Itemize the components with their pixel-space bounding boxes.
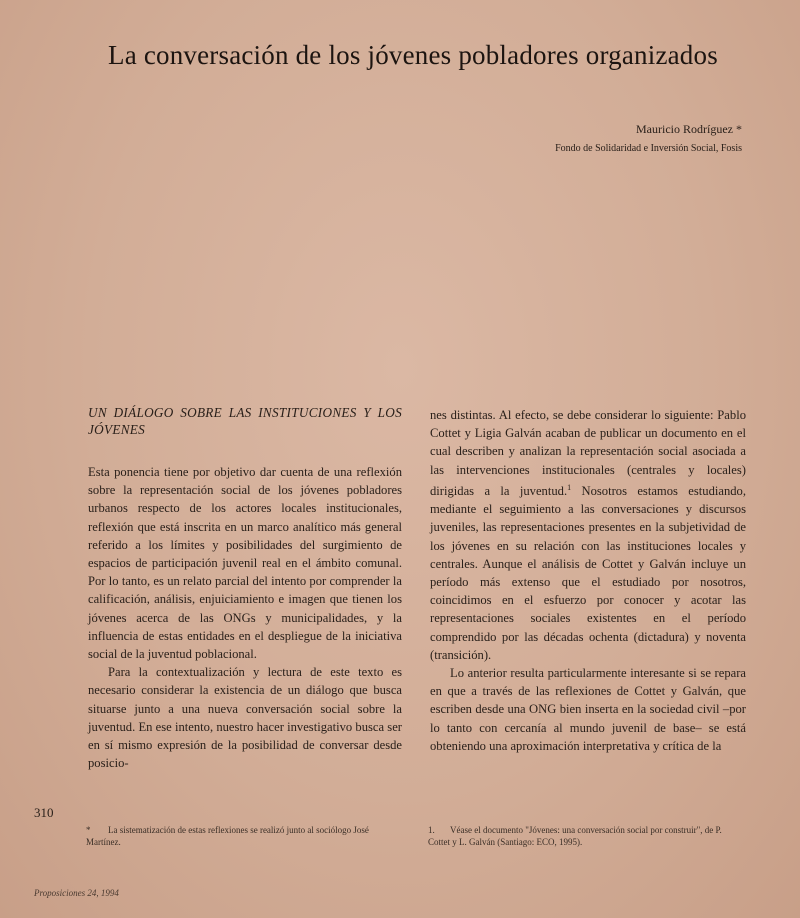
author-affiliation: Fondo de Solidaridad e Inversión Social, Fosis — [555, 143, 742, 154]
footnote — [86, 824, 396, 848]
right-column — [430, 406, 746, 755]
footnote-reference: 1 — [567, 482, 572, 492]
footnote-text: Véase el documento "Jóvenes: una conversación social por construir", de P. Cottet y L. Galván (Santiago: ECO, 1995). — [428, 825, 722, 847]
article-title: La conversación de los jóvenes pobladores organizados — [108, 40, 718, 70]
paragraph: Lo anterior resulta particularmente interesante si se repara en que a través de las reflexiones de Cottet y Galván, que escriben desde una ONG bien inserta en la sociedad civil –por lo tanto con cercanía al mundo juvenil de base– se está obteniendo una aproximación interpretativa y crítica de la — [430, 666, 746, 753]
author-name: Mauricio Rodríguez * — [636, 122, 742, 136]
paragraph — [430, 406, 746, 664]
footnote — [428, 824, 746, 848]
page-number: 310 — [34, 805, 54, 820]
footnote-mark: 1. — [428, 825, 435, 835]
footnote-mark: * — [86, 825, 91, 835]
journal-footer: Proposiciones 24, 1994 — [34, 888, 119, 898]
section-heading: UN DIÁLOGO SOBRE LAS INSTITUCIONES Y LOS JÓVENES — [88, 405, 402, 437]
paragraph: Para la contextualización y lectura de este texto es necesario considerar la existencia de un diálogo que busca situarse junto a una nueva conversación social sobre la juventud. En ese intento, nuestro hacer investigativo busca ser en sí mismo expresión de la posibilidad de conversar desde posicio- — [88, 665, 402, 771]
footnote-text: La sistematización de estas reflexiones se realizó junto al sociólogo José Martínez. — [86, 825, 369, 847]
paragraph: Esta ponencia tiene por objetivo dar cuenta de una reflexión sobre la representación social de los jóvenes pobladores urbanos respecto de los actores locales institucionales, reflexión que está inscrita en un marco analítico más general referido a los límites y posibilidades del surgimiento de espacios de participación juvenil real en el ámbito comunal. Por lo tanto, es un relato parcial del intento por comprender la calificación, análisis, enjuiciamiento e imagen que tienen los jóvenes acerca de las ONGs y municipalidades, y la influencia de estas entidades en el despliegue de la iniciativa social de la juventud poblacional. — [88, 465, 402, 662]
paragraph-text: nes distintas. Al efecto, se debe considerar lo siguiente: Pablo Cottet y Ligia Galván acaban de publicar un documento en el cual describen y analizan la representación social asociada a las intervenciones institucionales (centrales y locales) dirigidas a la juventud. — [430, 408, 746, 498]
left-column — [88, 404, 402, 772]
paragraph-text: Nosotros estamos estudiando, mediante el seguimiento a las conversaciones y discursos juveniles, las representaciones presentes en la subjetividad de los jóvenes en su relación con las instituciones locales y centrales. Aunque el análisis de Cottet y Galván incluye un período más extenso que el estudiado por nosotros, coincidimos en el esfuerzo por conocer y acotar las representaciones sociales existentes en el período comprendido por las décadas ochenta (dictadura) y noventa (transición). — [430, 484, 746, 662]
